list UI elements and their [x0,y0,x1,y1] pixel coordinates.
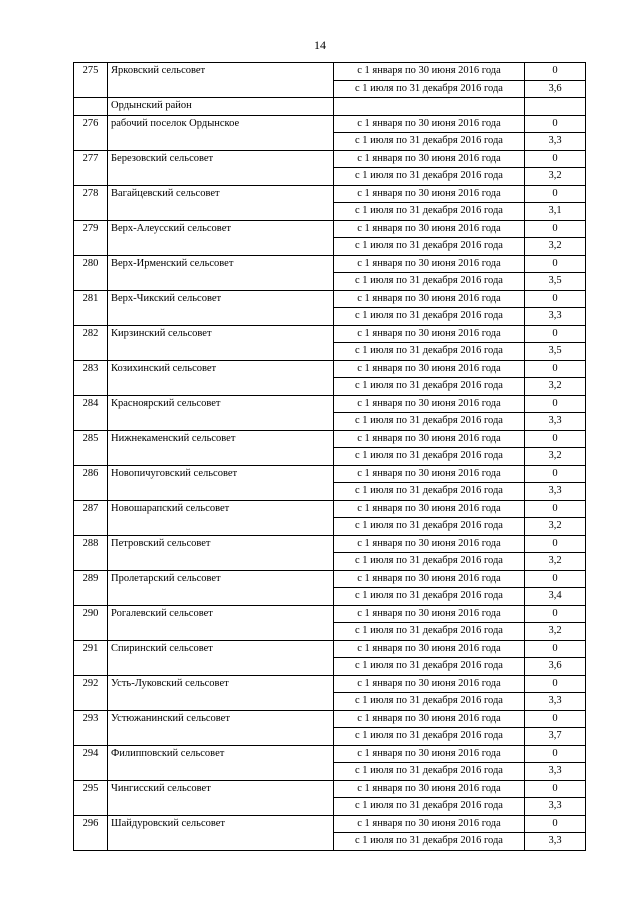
rate-value: 0 [525,220,586,238]
municipality-name: Шайдуровский сельсовет [108,815,334,850]
rate-value: 3,2 [525,378,586,396]
rate-value: 0 [525,150,586,168]
rate-value: 3,3 [525,693,586,711]
rate-value: 0 [525,325,586,343]
period-text: с 1 января по 30 июня 2016 года [334,780,525,798]
table-row [74,325,586,343]
period-text: с 1 июля по 31 декабря 2016 года [334,343,525,361]
rate-value: 3,3 [525,833,586,851]
period-text: с 1 января по 30 июня 2016 года [334,185,525,203]
period-text: с 1 июля по 31 декабря 2016 года [334,378,525,396]
table-row [74,570,586,588]
row-number: 280 [74,255,108,290]
row-number: 286 [74,465,108,500]
row-number: 291 [74,640,108,675]
period-text: с 1 января по 30 июня 2016 года [334,605,525,623]
municipality-name: Усть-Луковский сельсовет [108,675,334,710]
municipality-name: Вагайцевский сельсовет [108,185,334,220]
rate-value: 3,3 [525,798,586,816]
rate-value: 3,2 [525,623,586,641]
table-row [74,150,586,168]
table-row [74,675,586,693]
period-text: с 1 января по 30 июня 2016 года [334,395,525,413]
table-row [74,395,586,413]
rate-value: 3,3 [525,133,586,151]
table-row [74,115,586,133]
period-text: с 1 июля по 31 декабря 2016 года [334,518,525,536]
period-text: с 1 января по 30 июня 2016 года [334,220,525,238]
period-text: с 1 июля по 31 декабря 2016 года [334,693,525,711]
period-text: с 1 июля по 31 декабря 2016 года [334,798,525,816]
period-text: с 1 июля по 31 декабря 2016 года [334,483,525,501]
period-cell [334,98,525,116]
period-text: с 1 января по 30 июня 2016 года [334,640,525,658]
period-text: с 1 января по 30 июня 2016 года [334,675,525,693]
rate-value: 3,2 [525,168,586,186]
period-text: с 1 января по 30 июня 2016 года [334,325,525,343]
rate-value: 0 [525,780,586,798]
period-text: с 1 января по 30 июня 2016 года [334,430,525,448]
period-text: с 1 января по 30 июня 2016 года [334,570,525,588]
rate-value: 0 [525,290,586,308]
row-number: 277 [74,150,108,185]
period-text: с 1 июля по 31 декабря 2016 года [334,80,525,98]
period-text: с 1 января по 30 июня 2016 года [334,290,525,308]
table-row [74,640,586,658]
period-text: с 1 июля по 31 декабря 2016 года [334,308,525,326]
period-text: с 1 января по 30 июня 2016 года [334,115,525,133]
period-text: с 1 июля по 31 декабря 2016 года [334,238,525,256]
municipality-name: Новопичуговский сельсовет [108,465,334,500]
rate-value: 3,3 [525,308,586,326]
municipality-name: Спиринский сельсовет [108,640,334,675]
rate-value: 0 [525,815,586,833]
row-number: 293 [74,710,108,745]
rate-value: 0 [525,115,586,133]
period-text: с 1 января по 30 июня 2016 года [334,815,525,833]
municipality-name: Новошарапский сельсовет [108,500,334,535]
period-text: с 1 июля по 31 декабря 2016 года [334,203,525,221]
rate-value: 0 [525,535,586,553]
rate-value: 0 [525,465,586,483]
municipality-name: Кирзинский сельсовет [108,325,334,360]
period-text: с 1 января по 30 июня 2016 года [334,745,525,763]
municipality-name: Красноярский сельсовет [108,395,334,430]
row-number: 288 [74,535,108,570]
table-row [74,745,586,763]
municipality-name: Чингисский сельсовет [108,780,334,815]
table-row [74,500,586,518]
municipality-name: рабочий поселок Ордынское [108,115,334,150]
row-number: 276 [74,115,108,150]
period-text: с 1 января по 30 июня 2016 года [334,255,525,273]
table-row [74,185,586,203]
rate-value: 0 [525,430,586,448]
period-text: с 1 июля по 31 декабря 2016 года [334,133,525,151]
table-row [74,780,586,798]
rate-value: 3,5 [525,343,586,361]
tariff-table [73,62,586,851]
table-row [74,360,586,378]
period-text: с 1 июля по 31 декабря 2016 года [334,833,525,851]
period-text: с 1 июля по 31 декабря 2016 года [334,273,525,291]
municipality-name: Верх-Алеусский сельсовет [108,220,334,255]
municipality-name: Устюжанинский сельсовет [108,710,334,745]
table-row [74,220,586,238]
table-row [74,255,586,273]
row-number: 289 [74,570,108,605]
rate-value: 3,3 [525,413,586,431]
district-header-row [74,98,586,116]
municipality-name: Козихинский сельсовет [108,360,334,395]
municipality-name: Ярковский сельсовет [108,63,334,98]
row-number: 295 [74,780,108,815]
row-number: 283 [74,360,108,395]
rate-value: 3,6 [525,80,586,98]
row-number: 279 [74,220,108,255]
table-row [74,710,586,728]
row-number: 292 [74,675,108,710]
table-body [74,63,586,851]
period-text: с 1 июля по 31 декабря 2016 года [334,413,525,431]
row-number: 287 [74,500,108,535]
value-cell [525,98,586,116]
period-text: с 1 января по 30 июня 2016 года [334,465,525,483]
table-row [74,815,586,833]
municipality-name: Верх-Ирменский сельсовет [108,255,334,290]
rate-value: 0 [525,605,586,623]
table-row [74,430,586,448]
rate-value: 0 [525,675,586,693]
row-number: 282 [74,325,108,360]
municipality-name: Нижнекаменский сельсовет [108,430,334,465]
rate-value: 0 [525,395,586,413]
municipality-name: Рогалевский сельсовет [108,605,334,640]
rate-value: 3,7 [525,728,586,746]
rate-value: 0 [525,640,586,658]
rate-value: 3,5 [525,273,586,291]
period-text: с 1 июля по 31 декабря 2016 года [334,763,525,781]
period-text: с 1 июля по 31 декабря 2016 года [334,728,525,746]
table-row [74,465,586,483]
district-name: Ордынский район [108,98,334,116]
row-number: 278 [74,185,108,220]
rate-value: 3,2 [525,238,586,256]
rate-value: 3,4 [525,588,586,606]
rate-value: 0 [525,710,586,728]
table-row [74,605,586,623]
row-number: 281 [74,290,108,325]
table-row [74,63,586,81]
period-text: с 1 июля по 31 декабря 2016 года [334,168,525,186]
row-number: 284 [74,395,108,430]
rate-value: 0 [525,570,586,588]
rate-value: 0 [525,63,586,81]
period-text: с 1 июля по 31 декабря 2016 года [334,448,525,466]
period-text: с 1 июля по 31 декабря 2016 года [334,658,525,676]
period-text: с 1 июля по 31 декабря 2016 года [334,553,525,571]
rate-value: 3,2 [525,518,586,536]
rate-value: 3,3 [525,483,586,501]
row-number: 275 [74,63,108,98]
rate-value: 3,1 [525,203,586,221]
period-text: с 1 января по 30 июня 2016 года [334,500,525,518]
municipality-name: Верх-Чикский сельсовет [108,290,334,325]
rate-value: 0 [525,360,586,378]
table-row [74,290,586,308]
rate-value: 3,2 [525,553,586,571]
period-text: с 1 января по 30 июня 2016 года [334,150,525,168]
period-text: с 1 июля по 31 декабря 2016 года [334,588,525,606]
rate-value: 3,3 [525,763,586,781]
rate-value: 3,2 [525,448,586,466]
row-number: 294 [74,745,108,780]
page-number: 14 [314,38,326,52]
period-text: с 1 января по 30 июня 2016 года [334,63,525,81]
period-text: с 1 января по 30 июня 2016 года [334,710,525,728]
municipality-name: Петровский сельсовет [108,535,334,570]
municipality-name: Филипповский сельсовет [108,745,334,780]
rate-value: 0 [525,255,586,273]
row-number: 296 [74,815,108,850]
municipality-name: Березовский сельсовет [108,150,334,185]
rate-value: 0 [525,745,586,763]
row-number: 290 [74,605,108,640]
period-text: с 1 января по 30 июня 2016 года [334,535,525,553]
rate-value: 0 [525,500,586,518]
table-row [74,535,586,553]
municipality-name: Пролетарский сельсовет [108,570,334,605]
rate-value: 0 [525,185,586,203]
row-number: 285 [74,430,108,465]
row-number-cell [74,98,108,116]
period-text: с 1 января по 30 июня 2016 года [334,360,525,378]
period-text: с 1 июля по 31 декабря 2016 года [334,623,525,641]
rate-value: 3,6 [525,658,586,676]
